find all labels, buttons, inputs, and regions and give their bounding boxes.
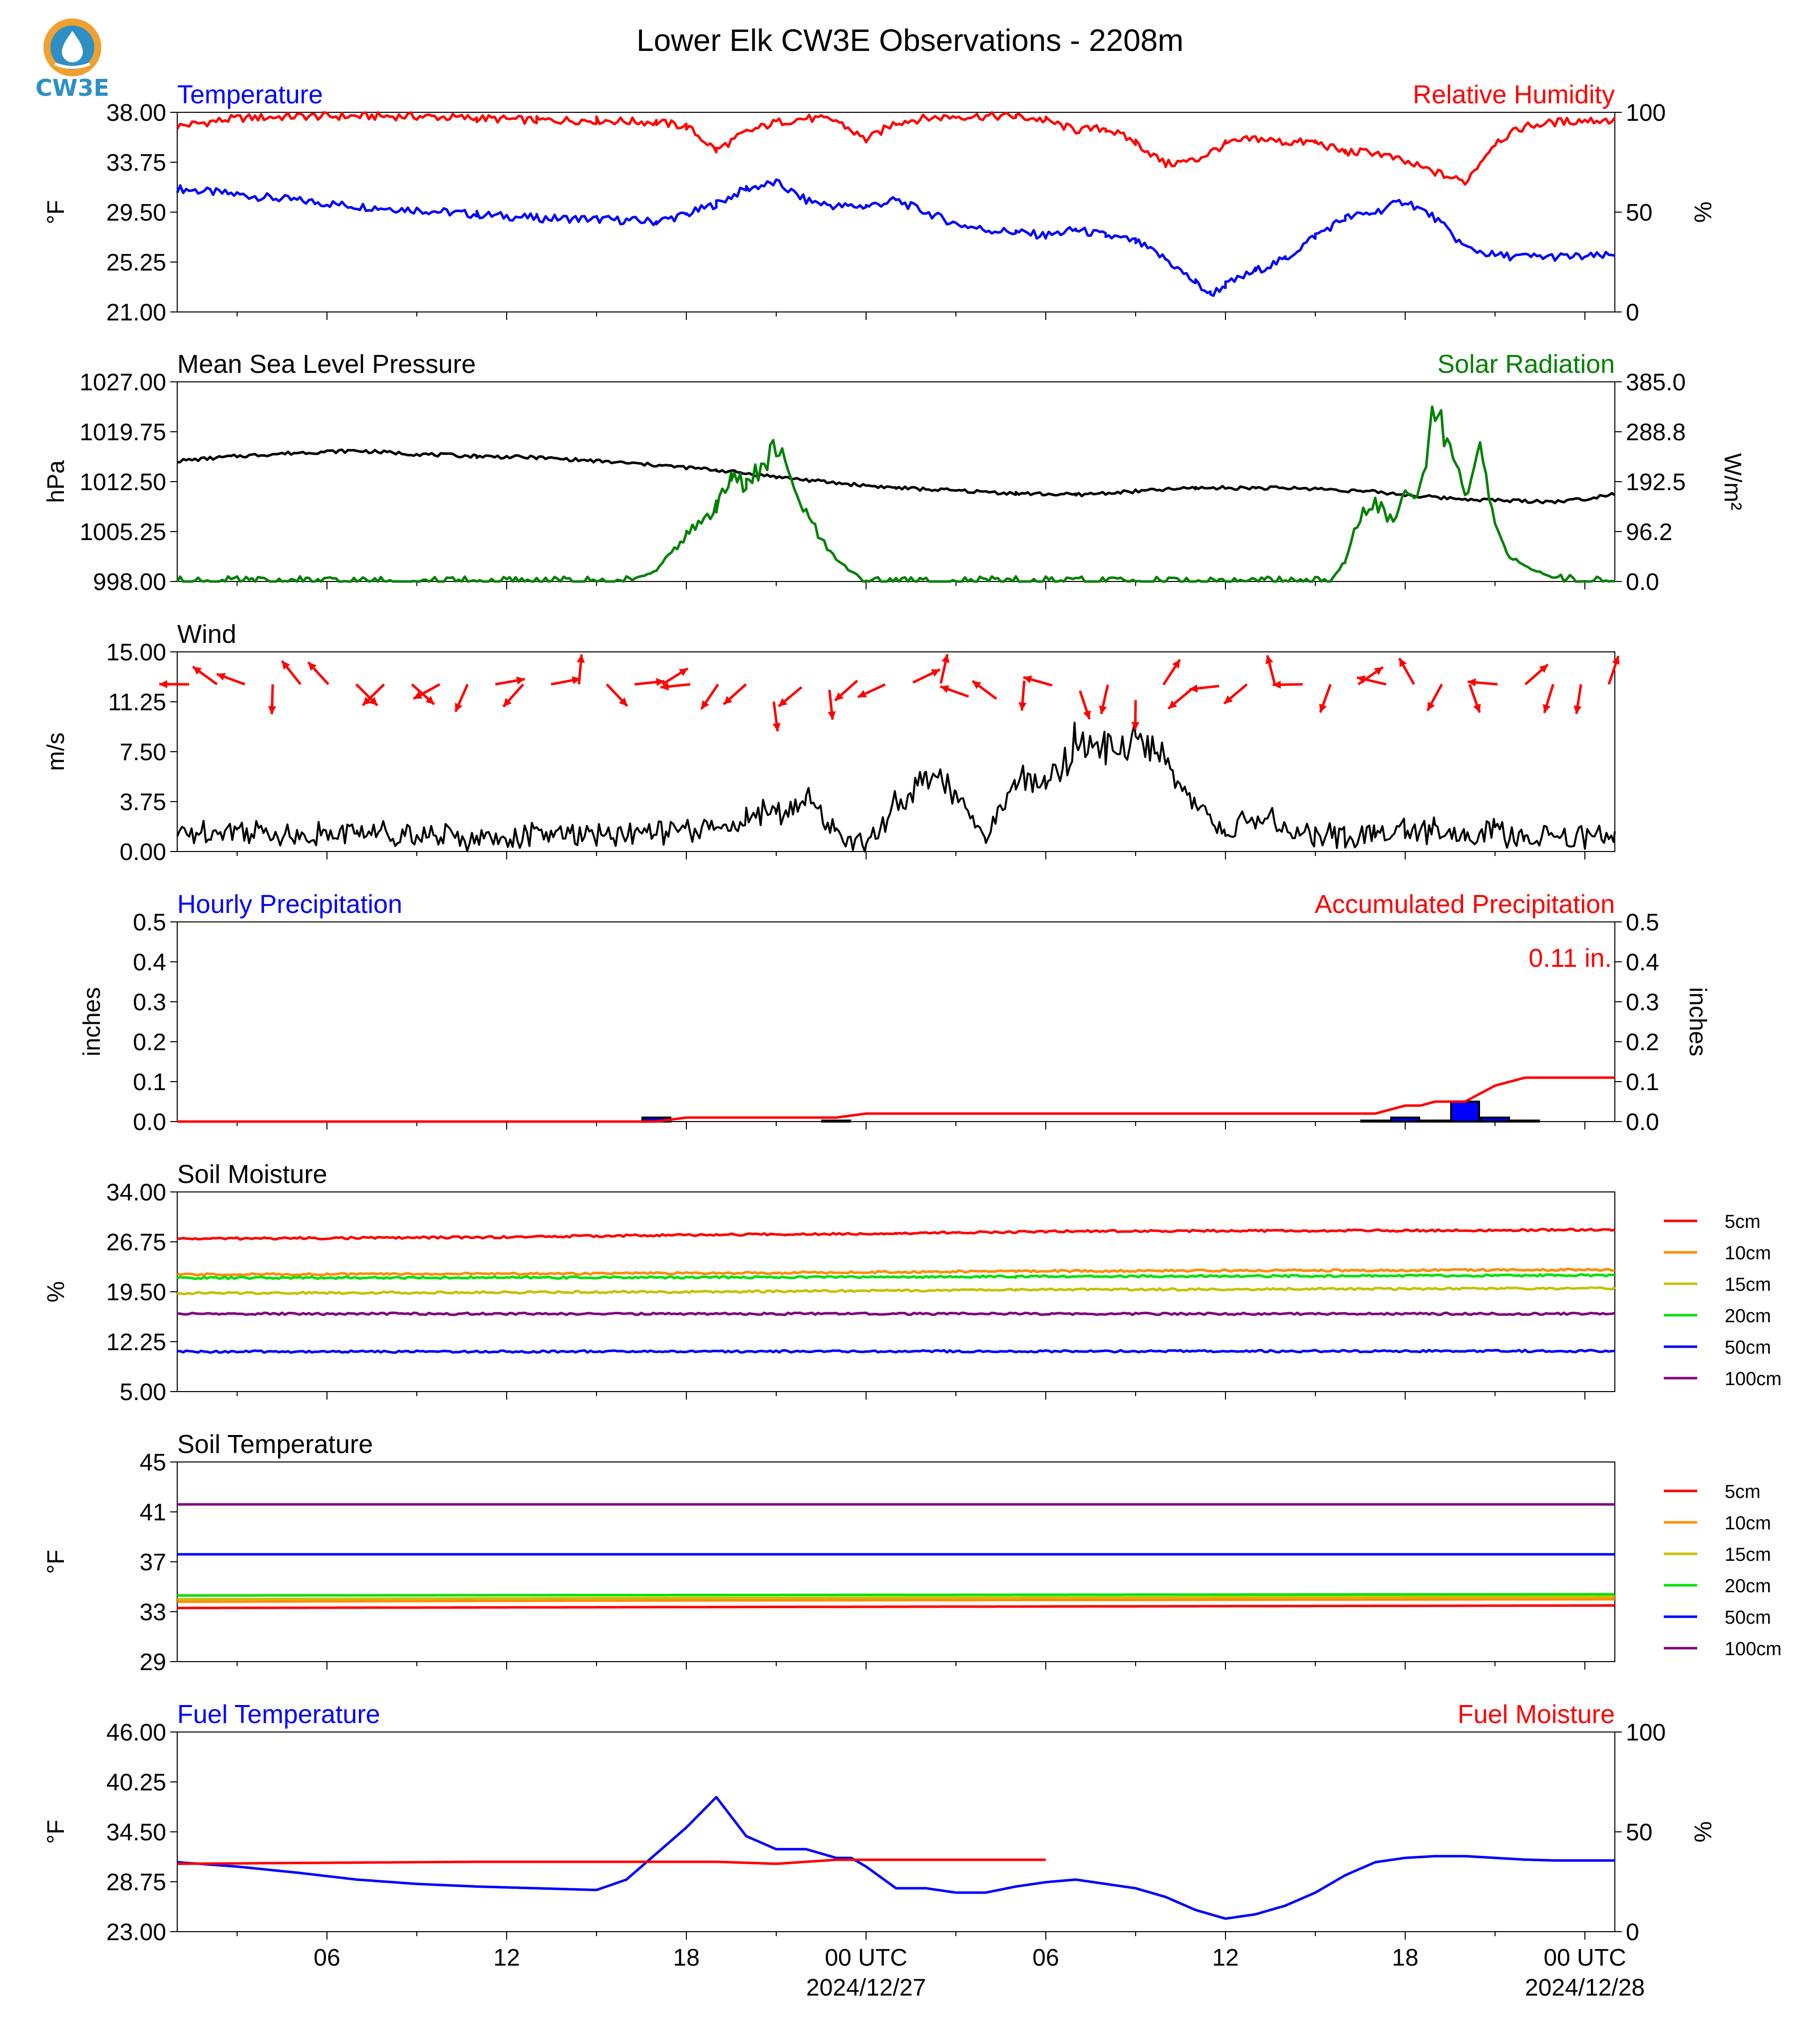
x-tick-label: 06: [313, 1945, 340, 1971]
plot-frame: [177, 652, 1615, 852]
y-axis-label: %: [43, 1281, 69, 1303]
x-tick-label: 12: [1212, 1945, 1239, 1971]
y-tick-label: 40.25: [106, 1769, 166, 1796]
wind-arrow: [913, 669, 940, 682]
legend-label: 20cm: [1725, 1306, 1771, 1327]
wind-arrow-head: [159, 680, 167, 688]
series-line: [177, 1797, 1615, 1919]
y-right-tick-label: 0.2: [1626, 1029, 1659, 1056]
y-right-axis-label: W/m²: [1719, 453, 1746, 511]
panel-5: [43, 1430, 1782, 1676]
series-line: [177, 1594, 1615, 1596]
wind-arrow: [1099, 685, 1108, 714]
panel-2: [43, 620, 1620, 866]
legend-label: 100cm: [1725, 1639, 1782, 1660]
y-right-axis-label: %: [1689, 201, 1716, 223]
wind-arrow: [1131, 700, 1139, 730]
series-line: [177, 1313, 1615, 1315]
wind-arrow-head: [1099, 705, 1107, 714]
series-line: [177, 1274, 1615, 1279]
y-tick-label: 34.50: [106, 1819, 166, 1846]
plot-frame: [177, 1462, 1615, 1662]
y-right-tick-label: 192.5: [1626, 469, 1686, 496]
y-tick-label: 7.50: [119, 739, 166, 766]
wind-arrow: [1190, 684, 1219, 692]
wind-arrow: [1428, 684, 1442, 711]
wind-arrow: [282, 661, 301, 684]
y-right-tick-label: 50: [1626, 1819, 1653, 1846]
logo-text: CW3E: [35, 74, 109, 101]
series-line: [177, 1078, 1615, 1122]
wind-arrow: [1468, 678, 1498, 686]
wind-arrow: [1543, 684, 1553, 713]
panel-left-title: Mean Sea Level Pressure: [177, 350, 476, 379]
panel-left-title: Wind: [177, 620, 237, 649]
y-tick-label: 38.00: [106, 100, 166, 126]
x-tick-label: 06: [1032, 1945, 1059, 1971]
wind-arrow: [1265, 655, 1275, 684]
y-tick-label: 12.25: [106, 1329, 166, 1356]
wind-arrow: [1399, 658, 1414, 684]
wind-arrow-head: [577, 654, 585, 663]
panel-right-title: Fuel Moisture: [1458, 1700, 1615, 1729]
x-tick-label: 18: [673, 1945, 700, 1971]
y-tick-label: 1027.00: [79, 369, 166, 396]
wind-arrow: [724, 684, 746, 704]
wind-arrow: [268, 684, 276, 714]
series-line: [177, 1860, 1046, 1864]
wind-arrow-head: [941, 654, 949, 663]
time-axis: [313, 1945, 1645, 2001]
y-tick-label: 23.00: [106, 1919, 166, 1946]
precip-bar: [1421, 1121, 1449, 1122]
y-tick-label: 0.3: [133, 989, 166, 1016]
legend-label: 15cm: [1725, 1274, 1771, 1295]
wind-arrow: [503, 684, 523, 707]
panel-left-title: Soil Moisture: [177, 1160, 327, 1189]
wind-arrow: [1224, 684, 1247, 704]
wind-arrow: [1080, 691, 1091, 719]
wind-arrow: [941, 654, 950, 684]
y-tick-label: 0.00: [119, 839, 166, 866]
wind-arrow: [217, 673, 245, 684]
wind-arrow: [1470, 684, 1481, 713]
wind-arrow: [607, 684, 627, 706]
y-right-tick-label: 0.5: [1626, 909, 1659, 936]
series-line: [177, 450, 1615, 503]
y-tick-label: 5.00: [119, 1379, 166, 1406]
y-right-tick-label: 100: [1626, 1720, 1666, 1746]
wind-arrow: [193, 667, 217, 684]
wind-arrow: [1573, 684, 1581, 714]
y-right-axis-label: inches: [1684, 987, 1711, 1057]
wind-arrow: [1018, 681, 1026, 711]
precip-bar: [822, 1121, 850, 1122]
legend-label: 100cm: [1725, 1369, 1782, 1390]
y-right-tick-label: 0: [1626, 1919, 1639, 1946]
wind-arrow-head: [1612, 656, 1619, 665]
legend-label: 20cm: [1725, 1576, 1771, 1597]
y-axis-label: inches: [79, 987, 105, 1057]
panel-left-title: Temperature: [177, 80, 323, 109]
y-tick-label: 0.5: [133, 909, 166, 936]
legend-label: 10cm: [1725, 1513, 1771, 1534]
wind-arrow: [308, 662, 328, 684]
y-tick-label: 1019.75: [79, 419, 166, 446]
wind-arrow: [1319, 684, 1331, 712]
wind-arrow: [779, 687, 802, 707]
wind-arrow: [1169, 689, 1192, 709]
x-tick-label: 12: [493, 1945, 520, 1971]
y-right-tick-label: 0.4: [1626, 949, 1659, 976]
y-right-tick-label: 96.2: [1626, 519, 1673, 546]
wind-arrow: [1023, 675, 1052, 685]
y-tick-label: 0.2: [133, 1029, 166, 1056]
panel-1: [43, 350, 1746, 595]
wind-arrow: [1609, 656, 1620, 684]
panel-left-title: Fuel Temperature: [177, 1700, 380, 1729]
accumulated-total-label: 0.11 in.: [1528, 944, 1612, 973]
series-line: [177, 723, 1615, 852]
panel-4: [43, 1160, 1782, 1406]
y-tick-label: 21.00: [106, 299, 166, 326]
y-tick-label: 29.50: [106, 200, 166, 226]
x-date-label: 2024/12/28: [1524, 1975, 1645, 2001]
chart-panels: [43, 80, 1782, 1946]
legend-label: 10cm: [1725, 1243, 1771, 1264]
wind-arrow: [701, 684, 718, 709]
series-line: [177, 1287, 1615, 1294]
series-line: [177, 1350, 1615, 1353]
y-tick-label: 28.75: [106, 1869, 166, 1896]
legend-label: 5cm: [1725, 1211, 1761, 1232]
y-right-tick-label: 288.8: [1626, 419, 1686, 446]
x-date-label: 2024/12/27: [806, 1975, 926, 2001]
y-tick-label: 33: [139, 1599, 166, 1626]
x-tick-label: 18: [1392, 1945, 1419, 1971]
y-tick-label: 3.75: [119, 789, 166, 816]
plot-frame: [177, 1732, 1615, 1932]
y-axis-label: °F: [43, 1819, 69, 1844]
wind-arrow: [858, 684, 885, 697]
wind-arrow: [662, 668, 688, 684]
precip-bar: [1481, 1118, 1509, 1122]
y-tick-label: 0.0: [133, 1109, 166, 1136]
y-right-tick-label: 0: [1626, 299, 1639, 326]
y-right-tick-label: 0.0: [1626, 1109, 1659, 1136]
precip-bar: [1361, 1121, 1389, 1122]
y-tick-label: 11.25: [108, 689, 166, 716]
y-tick-label: 1005.25: [79, 519, 166, 546]
legend-label: 50cm: [1725, 1607, 1771, 1628]
y-right-axis-label: %: [1689, 1821, 1716, 1843]
wind-arrow: [940, 685, 969, 696]
series-line: [177, 112, 1615, 185]
y-tick-label: 19.50: [106, 1279, 166, 1306]
y-tick-label: 33.75: [106, 150, 166, 176]
wind-arrow: [835, 681, 858, 701]
wind-arrow: [634, 678, 664, 686]
y-tick-label: 998.00: [93, 569, 166, 595]
y-right-tick-label: 0.0: [1626, 569, 1659, 595]
panel-right-title: Solar Radiation: [1437, 350, 1615, 379]
y-tick-label: 41: [139, 1499, 166, 1526]
precip-bar: [1511, 1121, 1539, 1122]
y-tick-label: 37: [139, 1549, 166, 1576]
wind-arrow-head: [1018, 702, 1026, 711]
y-axis-label: m/s: [43, 732, 69, 771]
y-right-tick-label: 50: [1626, 200, 1653, 226]
series-line: [177, 1229, 1615, 1239]
plot-frame: [177, 382, 1615, 581]
panel-left-title: Soil Temperature: [177, 1430, 373, 1459]
panel-right-title: Relative Humidity: [1413, 80, 1615, 109]
wind-arrow: [1273, 681, 1303, 689]
y-tick-label: 45: [139, 1449, 166, 1476]
legend-label: 50cm: [1725, 1337, 1771, 1358]
y-tick-label: 0.1: [133, 1069, 166, 1096]
x-tick-label: 00 UTC: [825, 1945, 908, 1971]
y-right-tick-label: 0.1: [1626, 1069, 1659, 1096]
cw3e-logo: [35, 18, 109, 101]
wind-arrow: [159, 680, 189, 688]
wind-arrow: [495, 676, 525, 684]
precip-bar: [1451, 1102, 1479, 1122]
y-tick-label: 29: [139, 1649, 166, 1676]
panel-0: [43, 80, 1716, 326]
y-tick-label: 25.25: [106, 250, 166, 276]
figure-title: Lower Elk CW3E Observations - 2208m: [636, 23, 1184, 58]
wind-arrow: [455, 684, 467, 712]
precip-bar: [1391, 1118, 1419, 1122]
wind-arrow: [1164, 659, 1180, 684]
legend-label: 15cm: [1725, 1544, 1771, 1565]
y-right-tick-label: 100: [1626, 100, 1666, 126]
wind-arrow-head: [268, 706, 276, 714]
y-tick-label: 26.75: [106, 1229, 166, 1256]
plot-frame: [177, 922, 1615, 1122]
legend-label: 5cm: [1725, 1481, 1761, 1502]
y-right-tick-label: 0.3: [1626, 989, 1659, 1016]
panel-left-title: Hourly Precipitation: [177, 890, 402, 919]
y-tick-label: 15.00: [106, 639, 166, 666]
panel-right-title: Accumulated Precipitation: [1314, 890, 1615, 919]
wind-arrow: [972, 681, 996, 699]
x-tick-label: 00 UTC: [1543, 1945, 1626, 1971]
wind-arrow: [828, 690, 836, 720]
y-tick-label: 0.4: [133, 949, 166, 976]
y-axis-label: °F: [43, 200, 69, 225]
y-tick-label: 1012.50: [79, 469, 166, 496]
series-line: [177, 1606, 1615, 1608]
y-tick-label: 34.00: [106, 1179, 166, 1206]
wind-arrow-head: [1083, 710, 1091, 719]
series-line: [177, 180, 1615, 296]
panel-6: [43, 1700, 1716, 1946]
y-axis-label: hPa: [43, 460, 69, 503]
y-axis-label: °F: [43, 1549, 69, 1574]
wind-arrow: [551, 676, 581, 684]
y-right-tick-label: 385.0: [1626, 369, 1686, 396]
wind-arrow: [1525, 664, 1548, 684]
y-tick-label: 46.00: [106, 1720, 166, 1746]
panel-3: [79, 890, 1711, 1136]
